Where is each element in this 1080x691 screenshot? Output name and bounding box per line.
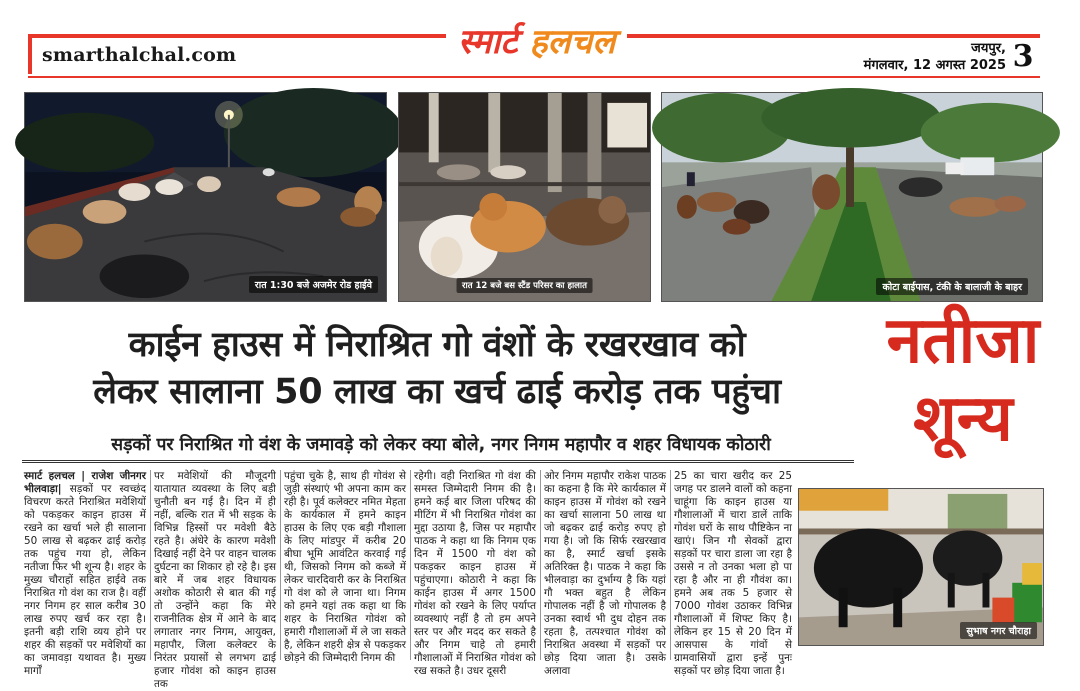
column-divider xyxy=(670,470,671,660)
deck-rule xyxy=(22,460,854,463)
photo-kota-bypass xyxy=(661,92,1043,302)
body-column-1 xyxy=(24,470,146,677)
photo-bus-stand-image xyxy=(399,93,650,301)
dateline-date: मंगलवार, 12 अगस्त 2025 xyxy=(863,58,1006,73)
photo-highway-night xyxy=(24,92,387,302)
body-text-1: सड़कों पर स्वच्छंद विचरण करते निराश्रित मवेशियों को पकड़कर काइन हाउस में रखने का खर्चा भले ही सालाना 50 लाख से बढ़कर ढाई करोड़ तक पहुंच गया हो, लेकिन नतीजा फिर भी शून्य है। शहर के मुख्य चौराहों सहित हाईवे तक निराश्रित गो वंश का राज है। वहीं नगर निगम हर साल करीब 30 लाख रुपए खर्च कर रहा है। इतनी बड़ी राशि व्यय होने पर शहर की सड़कों पर मवेशियों का का जमावड़ा यथावत है। मुख्य मार्गों xyxy=(24,483,146,677)
dateline-city: जयपुर, xyxy=(971,41,1006,56)
body-column-4 xyxy=(414,470,536,677)
subheadline: सड़कों पर निराश्रित गो वंश के जमावड़े को लेकर क्या बोले, नगर निगम महापौर व शहर विधायक कोठारी xyxy=(111,435,771,455)
body-column-6 xyxy=(674,470,792,677)
masthead-rule-bottom xyxy=(28,76,1040,78)
photo-highway-image xyxy=(25,93,386,301)
column-divider xyxy=(540,470,541,660)
column-divider xyxy=(280,470,281,660)
main-headline xyxy=(22,322,852,416)
side-callout-line-2: शून्य xyxy=(913,382,1013,456)
page-number: 3 xyxy=(1010,40,1036,74)
photo-caption-2: रात 12 बजे बस स्टैंड परिसर का हालात xyxy=(456,278,593,293)
byline: स्मार्ट हलचल | राजेश जीनगर भीलवाड़ा| xyxy=(24,470,146,495)
masthead xyxy=(0,0,1080,90)
column-divider xyxy=(150,470,151,660)
site-url[interactable]: smarthalchal.com xyxy=(42,44,237,66)
masthead-rule-left xyxy=(28,34,32,74)
headline-line-1: काईन हाउस में निराश्रित गो वंशों के रखरखाव को xyxy=(128,325,746,365)
column-divider xyxy=(410,470,411,660)
body-text-2: पर मवेशियों की मौजूदगी यातायात व्यवस्था के लिए बड़ी चुनौती बन गई है। दिन में ही नहीं, बल्कि रात में भी सड़क के विभिन्न हिस्सों पर मवेशी बैठे रहते है। अंधेरे के कारण मवेशी दिखाई नहीं देने पर वाहन चालक दुर्घटना का शिकार हो रहे है। इस बारे में जब शहर विधायक अशोक कोठारी से बात की गई तो उन्होंने कहा कि मेरे राजनीतिक क्षेत्र में आने के बाद लगातार नगर निगम, आयुक्त, महापौर, जिला कलेक्टर के निरंतर प्रयासों से लगभग ढाई हजार गोवंश को काइन हाउस तक xyxy=(154,470,276,690)
photo-bus-stand xyxy=(398,92,651,302)
photo-caption-inset: सुभाष नगर चौराहा xyxy=(960,622,1037,639)
side-callout xyxy=(858,302,1068,458)
photo-bypass-image xyxy=(662,93,1042,301)
photo-caption-3: कोटा बाईपास, टंकी के बालाजी के बाहर xyxy=(876,278,1028,295)
logo-word-halchal: हलचल xyxy=(529,22,616,62)
dateline xyxy=(864,40,1006,74)
body-column-5 xyxy=(544,470,666,677)
body-column-2 xyxy=(154,470,276,690)
body-text-5: ओर निगम महापौर राकेश पाठक का कहना है कि मेरे कार्यकाल में काइन हाउस में गोवंश को रखने का खर्चा सालाना 50 लाख था जो बढ़कर ढाई करोड़ रुपए हो गया है। जो कि सिर्फ रखरखाव का है, स्मार्ट खर्चा इसके अतिरिक्त है। पाठक ने कहा कि भीलवाड़ा का दुर्भाग्य है कि यहां गौ भक्त बहुत है लेकिन गोपालक नहीं है जो गोपालक है उनका स्वार्थ भी दुध दोहन तक रहता है, तत्पश्चात गोवंश को निराश्रित अवस्था में सड़कों पर छोड़ दिया जाता है। उसके अलावा xyxy=(544,470,666,677)
body-text-6: 25 का चारा खरीद कर 25 जगह पर डालने वालों को कहना चाहूंगा कि काइन हाउस या गौशालाओं में चारा डालें ताकि गोवंश घरों के साथ पौष्टिकेन ना खाएं। जिन गौ सेवकों द्वारा सड़कों पर चारा डाला जा रहा है उससे न तो उनका भला हो पा रहा है और ना ही गौवंश का। हमने अब तक 5 हजार से 7000 गोवंश उठाकर विभिन्न गौशालाओं में शिफ्ट किए है। लेकिन हर 15 से 20 दिन में आसपास के गांवों से ग्रामवासियों द्वारा इन्हें पुनः सड़कों पर छोड़ दिया जाता है। xyxy=(674,470,792,677)
body-text-4: रहेगी। वही निराश्रित गो वंश की समस्त जिम्मेदारी निगम की है। हमने कई बार जिला परिषद की मीटिंग में भी निराश्रित गोवंश का मुद्दा उठाया है, जिस पर महापौर पाठक ने कहा था कि निगम एक दिन में 1500 गो वंश को पकड़कर काइन हाउस में पहुंचाएगा। कोठारी ने कहा कि काईन हाउस में अगर 1500 गोवंश को रखने के लिए पर्याप्त व्यवस्थाएं नहीं है तो हम अपने स्तर पर और मदद कर सकते है और निगम चाहे तो हमारी गौशालाओं में निराश्रित गोवंश को रख सकते है। उधर दूसरी xyxy=(414,470,536,677)
body-column-3 xyxy=(284,470,406,663)
photo-caption-1: रात 1:30 बजे अजमेर रोड हाईवे xyxy=(249,276,378,293)
side-callout-line-1: नतीजा xyxy=(886,304,1040,378)
headline-line-2: लेकर सालाना 50 लाख का खर्च ढाई करोड़ तक पहुंचा xyxy=(93,372,781,412)
logo-word-smart: स्मार्ट xyxy=(458,22,518,62)
photo-inset-chauraha xyxy=(798,488,1044,646)
body-text-3: पहुंचा चुके है, साथ ही गोवंश से जुड़ी संस्थाएं भी अपना काम कर रही है। पूर्व कलेक्टर नमित मेहता के कार्यकाल में हमने काइन हाउस के लिए एक बड़ी गौशाला के लिए मांडपुर में करीब 20 बीघा भूमि आवंटित करवाई गई थी, जिसको निगम को कब्जे में लेकर चारदिवारी कर के निराश्रित गो वंश को ले जाना था। निगम को हमने यहां तक कहा था कि शहर के निराश्रित गोवंश को हमारी गौशालाओं में ले जा सकते है, लेकिन शहरी क्षेत्र से पकड़कर छोड़ने की जिम्मेदारी निगम की xyxy=(284,470,406,664)
newspaper-logo xyxy=(446,14,627,66)
